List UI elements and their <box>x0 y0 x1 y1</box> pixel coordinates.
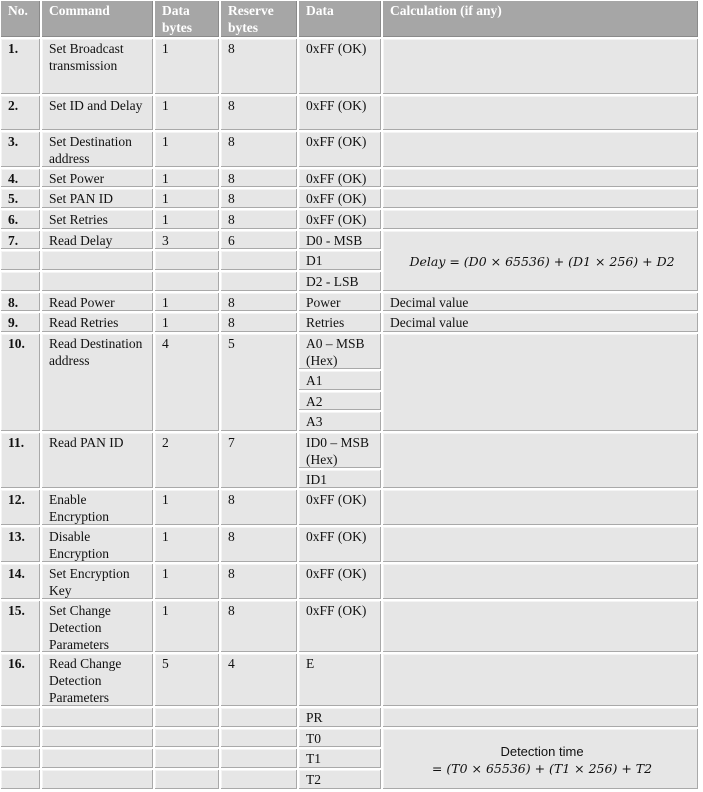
header-data: Data <box>298 0 382 38</box>
row-no: 11. <box>0 432 41 489</box>
empty-cell <box>41 728 154 748</box>
row-calculation: Decimal value <box>382 292 699 312</box>
empty-cell <box>41 769 154 790</box>
delay-formula <box>382 230 699 292</box>
row-data: A0 – MSB (Hex) <box>298 333 382 370</box>
row-data: 0xFF (OK) <box>298 188 382 209</box>
row-data-bytes: 1 <box>154 38 220 95</box>
row-data-bytes: 4 <box>154 333 220 432</box>
row-data: 0xFF (OK) <box>298 38 382 95</box>
row-data: PR <box>298 707 382 728</box>
row-data: ID1 <box>298 469 382 489</box>
row-no: 14. <box>0 563 41 600</box>
row-calculation <box>382 489 699 526</box>
row-no: 5. <box>0 188 41 209</box>
row-no: 2. <box>0 95 41 131</box>
row-data: T2 <box>298 769 382 790</box>
row-command: Read Delay <box>41 230 154 250</box>
row-data: T1 <box>298 748 382 769</box>
row-command: Set Power <box>41 168 154 188</box>
empty-cell <box>154 250 220 271</box>
detection-time-formula <box>382 728 699 790</box>
row-data-bytes: 1 <box>154 292 220 312</box>
delay-formula-text: Delay = (D0 × 65536) + (D1 × 256) + D2 <box>409 254 675 269</box>
empty-cell <box>220 748 298 769</box>
row-data: 0xFF (OK) <box>298 209 382 230</box>
header-reserve-bytes: Reserve bytes <box>220 0 298 38</box>
row-reserve-bytes: 8 <box>220 131 298 168</box>
row-data-bytes: 1 <box>154 209 220 230</box>
empty-cell <box>41 271 154 292</box>
empty-cell <box>0 271 41 292</box>
row-data-bytes: 1 <box>154 312 220 333</box>
row-data: Retries <box>298 312 382 333</box>
row-no: 6. <box>0 209 41 230</box>
row-data: D2 - LSB <box>298 271 382 292</box>
row-data: D1 <box>298 250 382 271</box>
row-data-bytes: 1 <box>154 168 220 188</box>
row-data-bytes: 1 <box>154 188 220 209</box>
empty-cell <box>154 748 220 769</box>
row-command: Set Retries <box>41 209 154 230</box>
row-no: 9. <box>0 312 41 333</box>
row-reserve-bytes: 8 <box>220 209 298 230</box>
row-data-bytes: 2 <box>154 432 220 489</box>
row-command: Read Retries <box>41 312 154 333</box>
row-reserve-bytes: 8 <box>220 188 298 209</box>
empty-cell <box>0 748 41 769</box>
row-reserve-bytes: 8 <box>220 489 298 526</box>
row-no: 15. <box>0 600 41 653</box>
row-reserve-bytes: 4 <box>220 653 298 707</box>
row-data: Power <box>298 292 382 312</box>
row-data: D0 - MSB <box>298 230 382 250</box>
row-command: Disable Encryption <box>41 526 154 563</box>
row-reserve-bytes: 8 <box>220 600 298 653</box>
empty-cell <box>154 728 220 748</box>
row-no: 4. <box>0 168 41 188</box>
row-command: Set PAN ID <box>41 188 154 209</box>
row-no: 3. <box>0 131 41 168</box>
row-command: Set Broadcast transmission <box>41 38 154 95</box>
header-data-bytes: Data bytes <box>154 0 220 38</box>
row-calculation <box>382 95 699 131</box>
empty-cell <box>220 707 298 728</box>
row-calculation <box>382 432 699 489</box>
row-data: T0 <box>298 728 382 748</box>
detection-time-formula-text: = (T0 × 65536) + (T1 × 256) + T2 <box>431 760 653 776</box>
row-reserve-bytes: 6 <box>220 230 298 250</box>
row-reserve-bytes: 8 <box>220 563 298 600</box>
detection-time-label: Detection time <box>500 743 584 759</box>
row-command: Set Encryption Key <box>41 563 154 600</box>
row-data-bytes: 3 <box>154 230 220 250</box>
row-no: 13. <box>0 526 41 563</box>
row-reserve-bytes: 8 <box>220 292 298 312</box>
empty-cell <box>0 250 41 271</box>
empty-cell <box>154 707 220 728</box>
row-calculation <box>382 600 699 653</box>
empty-cell <box>0 769 41 790</box>
row-data: 0xFF (OK) <box>298 168 382 188</box>
row-data: 0xFF (OK) <box>298 131 382 168</box>
row-calculation <box>382 131 699 168</box>
row-data: 0xFF (OK) <box>298 600 382 653</box>
row-reserve-bytes: 8 <box>220 312 298 333</box>
row-no: 7. <box>0 230 41 250</box>
empty-cell <box>220 250 298 271</box>
empty-cell <box>220 769 298 790</box>
empty-cell <box>154 769 220 790</box>
row-command: Read Power <box>41 292 154 312</box>
row-no: 16. <box>0 653 41 707</box>
empty-cell <box>0 707 41 728</box>
row-calculation <box>382 38 699 95</box>
header-no: No. <box>0 0 41 38</box>
row-data: E <box>298 653 382 707</box>
row-calculation <box>382 653 699 707</box>
row-no: 1. <box>0 38 41 95</box>
row-command: Set Destination address <box>41 131 154 168</box>
row-data: A2 <box>298 391 382 411</box>
row-data-bytes: 1 <box>154 131 220 168</box>
row-data: 0xFF (OK) <box>298 563 382 600</box>
row-reserve-bytes: 8 <box>220 38 298 95</box>
row-data-bytes: 5 <box>154 653 220 707</box>
row-calculation <box>382 333 699 432</box>
empty-cell <box>154 271 220 292</box>
row-data: 0xFF (OK) <box>298 95 382 131</box>
header-calculation: Calculation (if any) <box>382 0 699 38</box>
row-data-bytes: 1 <box>154 563 220 600</box>
row-data: ID0 – MSB (Hex) <box>298 432 382 469</box>
header-command: Command <box>41 0 154 38</box>
row-command: Read PAN ID <box>41 432 154 489</box>
row-data: 0xFF (OK) <box>298 489 382 526</box>
row-command: Read Destination address <box>41 333 154 432</box>
row-command: Set ID and Delay <box>41 95 154 131</box>
empty-cell <box>41 707 154 728</box>
row-command: Read Change Detection Parameters <box>41 653 154 707</box>
row-data-bytes: 1 <box>154 95 220 131</box>
row-calculation <box>382 209 699 230</box>
row-data-bytes: 1 <box>154 526 220 563</box>
row-data: A3 <box>298 411 382 432</box>
row-reserve-bytes: 7 <box>220 432 298 489</box>
empty-cell <box>41 748 154 769</box>
row-no: 12. <box>0 489 41 526</box>
row-reserve-bytes: 8 <box>220 168 298 188</box>
empty-cell <box>0 728 41 748</box>
row-reserve-bytes: 8 <box>220 95 298 131</box>
row-no: 10. <box>0 333 41 432</box>
row-command: Set Change Detection Parameters <box>41 600 154 653</box>
row-calculation <box>382 526 699 563</box>
row-data: 0xFF (OK) <box>298 526 382 563</box>
row-calculation <box>382 188 699 209</box>
row-data-bytes: 1 <box>154 489 220 526</box>
row-calculation: Decimal value <box>382 312 699 333</box>
row-data-bytes: 1 <box>154 600 220 653</box>
row-calculation <box>382 168 699 188</box>
empty-cell <box>41 250 154 271</box>
empty-cell <box>220 271 298 292</box>
row-data: A1 <box>298 370 382 391</box>
row-calculation <box>382 563 699 600</box>
row-reserve-bytes: 5 <box>220 333 298 432</box>
empty-cell <box>382 707 699 728</box>
row-no: 8. <box>0 292 41 312</box>
row-command: Enable Encryption <box>41 489 154 526</box>
empty-cell <box>220 728 298 748</box>
row-reserve-bytes: 8 <box>220 526 298 563</box>
